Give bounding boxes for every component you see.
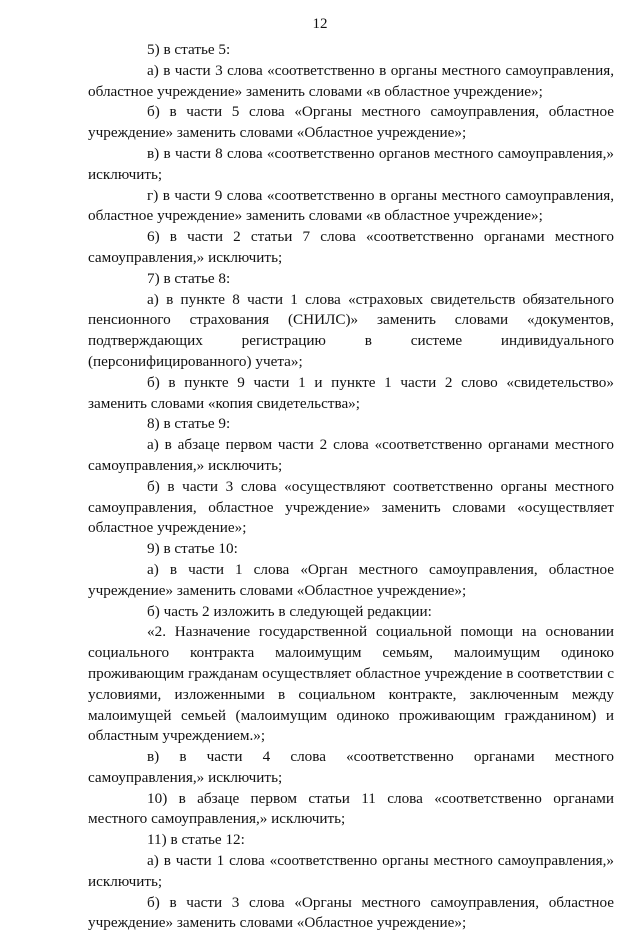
paragraph: б) в части 5 слова «Органы местного самоуправления, областное учреждение» заменить словами «Областное учреждение»; (88, 103, 614, 142)
paragraph: а) в абзаце первом части 2 слова «соответственно органами местного самоуправления,» исключить; (88, 436, 614, 474)
paragraph: 9) в статье 10: (147, 540, 238, 558)
paragraph: а) в пункте 8 части 1 слова «страховых свидетельств обязательного пенсионного страхования (СНИЛС)» заменить словами «документов, подтверждающих регистрацию в системе индивидуального (персонифицированного) учета»; (88, 290, 614, 370)
paragraph: г) в части 9 слова «соответственно в органы местного самоуправления, областное учреждение» заменить словами «в областное учреждение»; (88, 186, 614, 225)
paragraph: в) в части 8 слова «соответственно органов местного самоуправления,» исключить; (88, 144, 614, 183)
paragraph: а) в части 1 слова «Орган местного самоуправления, областное учреждение» заменить словами «Областное учреждение»; (88, 560, 614, 599)
paragraph: «2. Назначение государственной социальной помощи на основании социального контракта малоимущим семьям, малоимущим одиноко проживающим гражданам осуществляет областное учреждение в соответствии с условиями, изложенными в социальном контракте, заключенным между малоимущей семьей (малоимущим одиноко проживающим гражданином) и областным учреждением.»; (88, 623, 614, 745)
paragraph: а) в части 3 слова «соответственно в органы местного самоуправления, областное учреждение» заменить словами «в областное учреждение»; (88, 61, 614, 100)
paragraph: б) в части 3 слова «осуществляют соответственно органы местного самоуправления, областное учреждение» заменить словами «осуществляет областное учреждение»; (88, 477, 614, 537)
paragraph: б) в пункте 9 части 1 и пункте 1 части 2 слово «свидетельство» заменить словами «копия свидетельства»; (88, 373, 614, 412)
paragraph: 11) в статье 12: (147, 831, 245, 849)
paragraph: а) в части 1 слова «соответственно органы местного самоуправления,» исключить; (88, 852, 614, 890)
paragraph: б) часть 2 изложить в следующей редакции: (147, 602, 432, 620)
paragraph: 5) в статье 5: (147, 41, 231, 58)
paragraph: 10) в абзаце первом статьи 11 слова «соответственно органами местного самоуправления,» исключить; (88, 789, 614, 828)
paragraph: 6) в части 2 статьи 7 слова «соответственно органами местного самоуправления,» исключить; (88, 228, 614, 266)
paragraph: 7) в статье 8: (147, 269, 231, 287)
paragraph: б) в части 3 слова «Органы местного самоуправления, областное учреждение» заменить словами «Областное учреждение»; (88, 893, 614, 932)
document-body (88, 40, 614, 934)
paragraph: в) в части 4 слова «соответственно органами местного самоуправления,» исключить; (88, 748, 614, 786)
page-number: 12 (312, 16, 328, 32)
paragraph: 8) в статье 9: (147, 415, 231, 433)
